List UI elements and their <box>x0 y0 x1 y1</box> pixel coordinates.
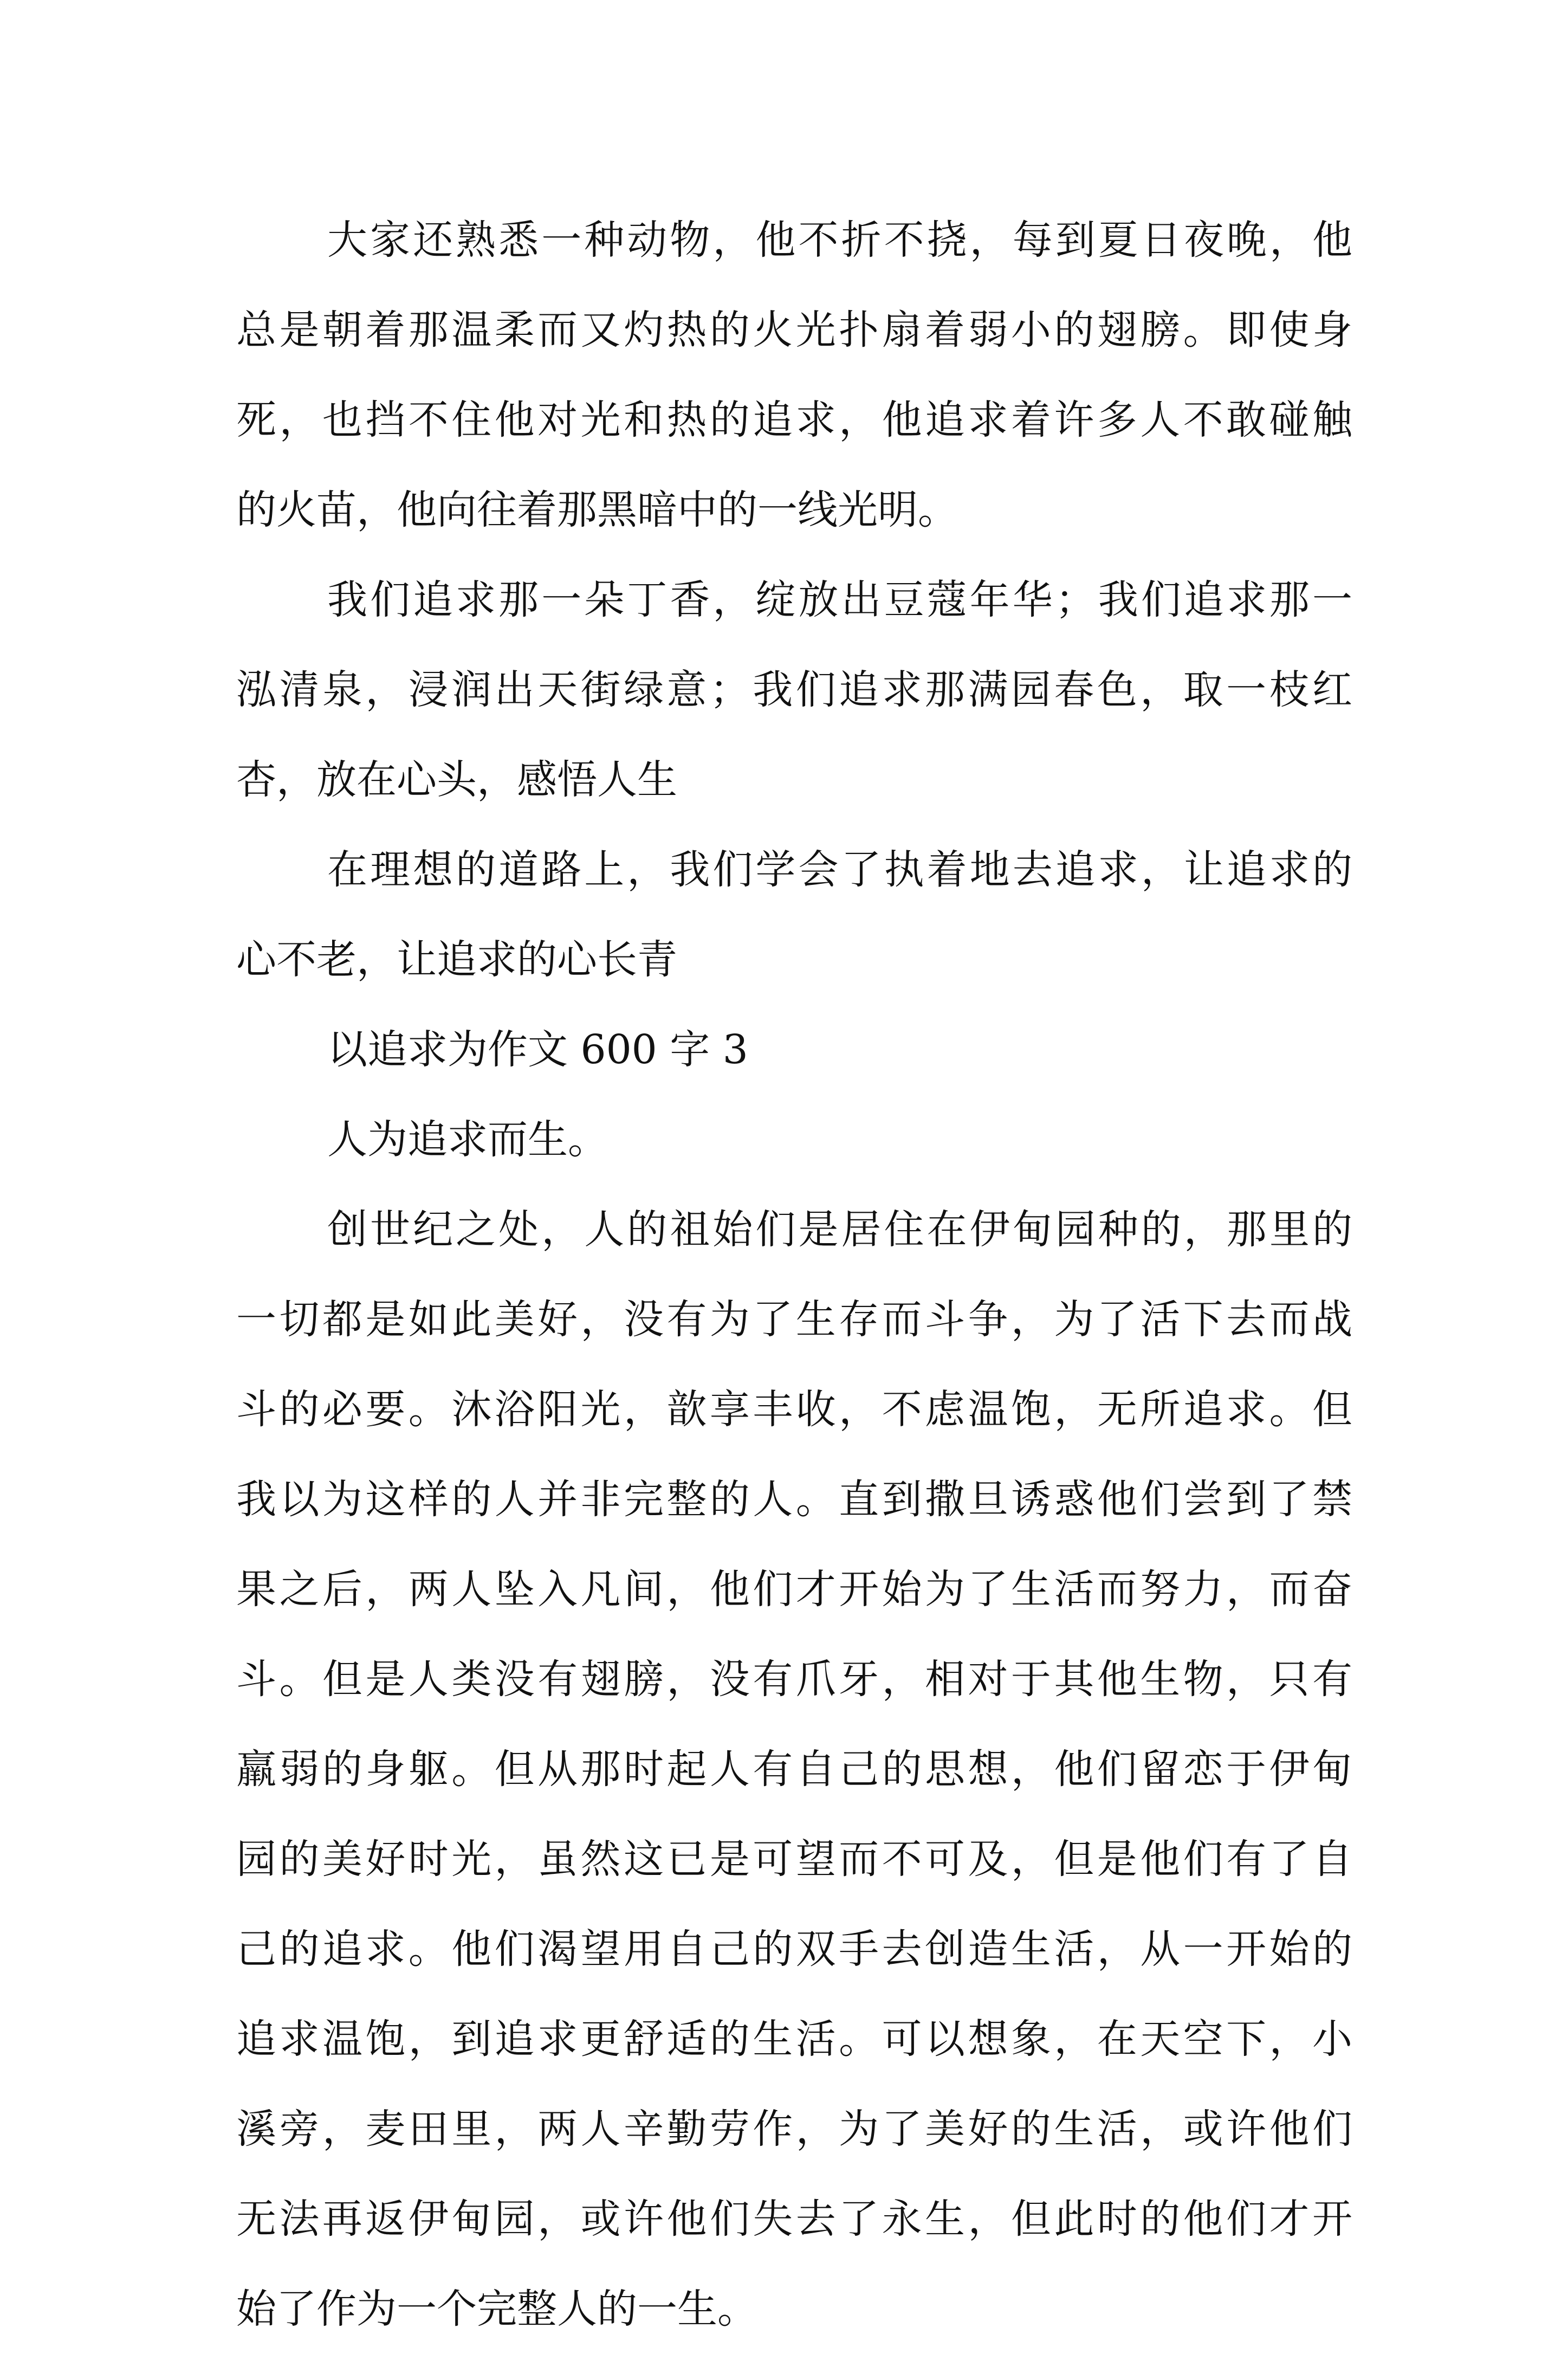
paragraph-ideal <box>236 825 1352 1005</box>
text-line: 溪旁，麦田里，两人辛勤劳作，为了美好的生活，或许他们 <box>236 2106 1352 2152</box>
section-title: 以追求为作文 600 字 3 <box>327 1026 748 1073</box>
text-line: 羸弱的身躯。但从那时起人有自己的思想，他们留恋于伊甸 <box>236 1746 1352 1793</box>
paragraph-lilac <box>236 555 1352 825</box>
text-line: 斗。但是人类没有翅膀，没有爪牙，相对于其他生物，只有 <box>236 1656 1352 1703</box>
paragraph-genesis <box>236 1185 1352 2354</box>
paragraph-moth <box>236 195 1352 555</box>
section-heading <box>236 1005 1352 1095</box>
text-line: 总是朝着那温柔而又灼热的火光扑扇着弱小的翅膀。即使身 <box>236 307 1352 353</box>
text-line: 一切都是如此美好，没有为了生存而斗争，为了活下去而战 <box>236 1296 1352 1343</box>
text-line: 追求温饱，到追求更舒适的生活。可以想象，在天空下，小 <box>236 2016 1352 2062</box>
text-line: 始了作为一个完整人的一生。 <box>236 2286 757 2332</box>
paragraph-thesis <box>236 1095 1352 1185</box>
text-line: 斗的必要。沐浴阳光，歆享丰收，不虑温饱，无所追求。但 <box>236 1386 1352 1433</box>
text-line: 我以为这样的人并非完整的人。直到撒旦诱惑他们尝到了禁 <box>236 1476 1352 1523</box>
text-line: 创世纪之处，人的祖始们是居住在伊甸园种的，那里的 <box>327 1206 1352 1253</box>
text-line: 杏，放在心头，感悟人生 <box>236 756 677 803</box>
text-line: 在理想的道路上，我们学会了执着地去追求，让追求的 <box>327 846 1352 893</box>
text-line: 人为追求而生。 <box>327 1116 608 1163</box>
text-line: 己的追求。他们渴望用自己的双手去创造生活，从一开始的 <box>236 1926 1352 1973</box>
text-line: 的火苗，他向往着那黑暗中的一线光明。 <box>236 487 958 533</box>
text-line: 果之后，两人坠入凡间，他们才开始为了生活而努力，而奋 <box>236 1566 1352 1613</box>
text-line: 无法再返伊甸园，或许他们失去了永生，但此时的他们才开 <box>236 2196 1352 2242</box>
text-line: 死，也挡不住他对光和热的追求，他追求着许多人不敢碰触 <box>236 397 1352 443</box>
text-line: 我们追求那一朵丁香，绽放出豆蔻年华；我们追求那一 <box>327 577 1352 623</box>
text-line: 心不老，让追求的心长青 <box>236 936 677 983</box>
text-line: 大家还熟悉一种动物，他不折不挠，每到夏日夜晚，他 <box>327 217 1352 263</box>
text-line: 泓清泉，浸润出天街绿意；我们追求那满园春色，取一枝红 <box>236 667 1352 713</box>
text-line: 园的美好时光，虽然这已是可望而不可及，但是他们有了自 <box>236 1836 1352 1883</box>
document-body <box>236 195 1352 2354</box>
